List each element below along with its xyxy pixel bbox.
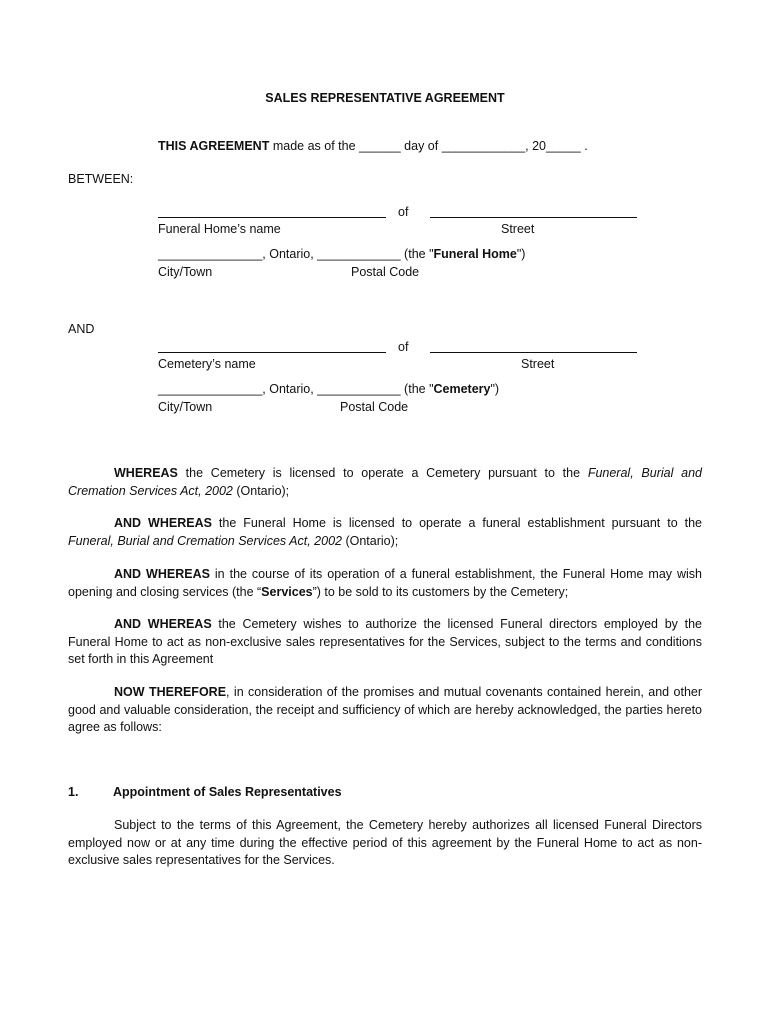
recital-text: the Funeral Home is licensed to operate a funeral establishment pursuant to the — [211, 516, 702, 530]
recital-text: ”) to be sold to its customers by the Cemetery; — [312, 584, 569, 599]
recital-text: in the course of its operation of a funeral establishment, the Funeral Home may wish opening and closing services (the “ — [68, 567, 702, 599]
of-label: of — [398, 340, 409, 354]
recital-text: (Ontario); — [232, 483, 290, 498]
cemetery-street-label: Street — [521, 357, 555, 371]
section-1-body — [68, 817, 702, 870]
cemetery-name-blank[interactable] — [158, 352, 386, 353]
act-name: Funeral, Burial and Cremation Services Act, 2002 — [68, 533, 342, 548]
recital-whereas-2 — [68, 515, 702, 550]
city-postal-blanks: _______________, Ontario, ____________ (the " — [158, 247, 434, 261]
of-label: of — [398, 205, 409, 219]
section-heading: Appointment of Sales Representatives — [113, 785, 342, 799]
cemetery-postal-label: Postal Code — [340, 400, 409, 414]
funeral-home-name-label: Funeral Home’s name — [158, 222, 281, 236]
role-close: ") — [490, 382, 500, 396]
document-title: SALES REPRESENTATIVE AGREEMENT — [265, 91, 505, 105]
cemetery-street-blank[interactable] — [430, 352, 637, 353]
recital-text: the Cemetery wishes to authorize the licensed Funeral directors employed by the Funeral Home to act as non-exclusive sales representatives for the Services, subject to the terms and conditions set forth in this Agreement — [68, 617, 702, 666]
recital-keyword: AND WHEREAS — [114, 567, 210, 581]
recital-whereas-1 — [68, 465, 702, 500]
recital-whereas-3 — [68, 566, 702, 601]
recital-text: (Ontario); — [341, 533, 399, 548]
funeral-home-city-line — [158, 247, 525, 261]
act-name: Funeral, Burial and Cremation Services Act, 2002 — [68, 466, 702, 498]
intro-date-blanks: made as of the ______ day of ____________, 20_____ . — [269, 139, 588, 153]
funeral-home-postal-label: Postal Code — [351, 265, 420, 279]
and-label: AND — [68, 322, 95, 336]
cemetery-city-label: City/Town — [158, 400, 213, 414]
funeral-home-name-blank[interactable] — [158, 217, 386, 218]
recital-whereas-4 — [68, 616, 702, 669]
cemetery-city-line — [158, 382, 499, 396]
intro-bold: THIS AGREEMENT — [158, 139, 270, 153]
section-body-text: Subject to the terms of this Agreement, the Cemetery hereby authorizes all licensed Funeral Directors employed now or at any time during the effective period of this agreement by the Funeral Home to act as non-exclusive sales representatives for the Services. — [68, 818, 702, 867]
funeral-home-role: Funeral Home — [433, 247, 517, 261]
cemetery-role: Cemetery — [433, 382, 491, 396]
recital-text: , in consideration of the promises and mutual covenants contained herein, and other good and valuable consideration, the receipt and sufficiency of which are hereby acknowledged, the parties hereto agree as follows: — [68, 685, 703, 734]
recital-keyword: AND WHEREAS — [114, 617, 212, 631]
recital-keyword: NOW THEREFORE — [114, 685, 227, 699]
city-postal-blanks: _______________, Ontario, ____________ (the " — [158, 382, 434, 396]
recital-text: the Cemetery is licensed to operate a Cemetery pursuant to the — [177, 466, 588, 480]
recital-now-therefore — [68, 684, 702, 737]
section-number: 1. — [68, 785, 79, 799]
funeral-home-city-label: City/Town — [158, 265, 213, 279]
between-label: BETWEEN: — [68, 172, 134, 186]
role-close: ") — [516, 247, 526, 261]
services-term: Services — [261, 584, 313, 599]
cemetery-name-label: Cemetery’s name — [158, 357, 256, 371]
recital-keyword: WHEREAS — [114, 466, 178, 480]
funeral-home-street-blank[interactable] — [430, 217, 637, 218]
funeral-home-street-label: Street — [501, 222, 535, 236]
agreement-date-line — [158, 139, 588, 153]
recital-keyword: AND WHEREAS — [114, 516, 212, 530]
